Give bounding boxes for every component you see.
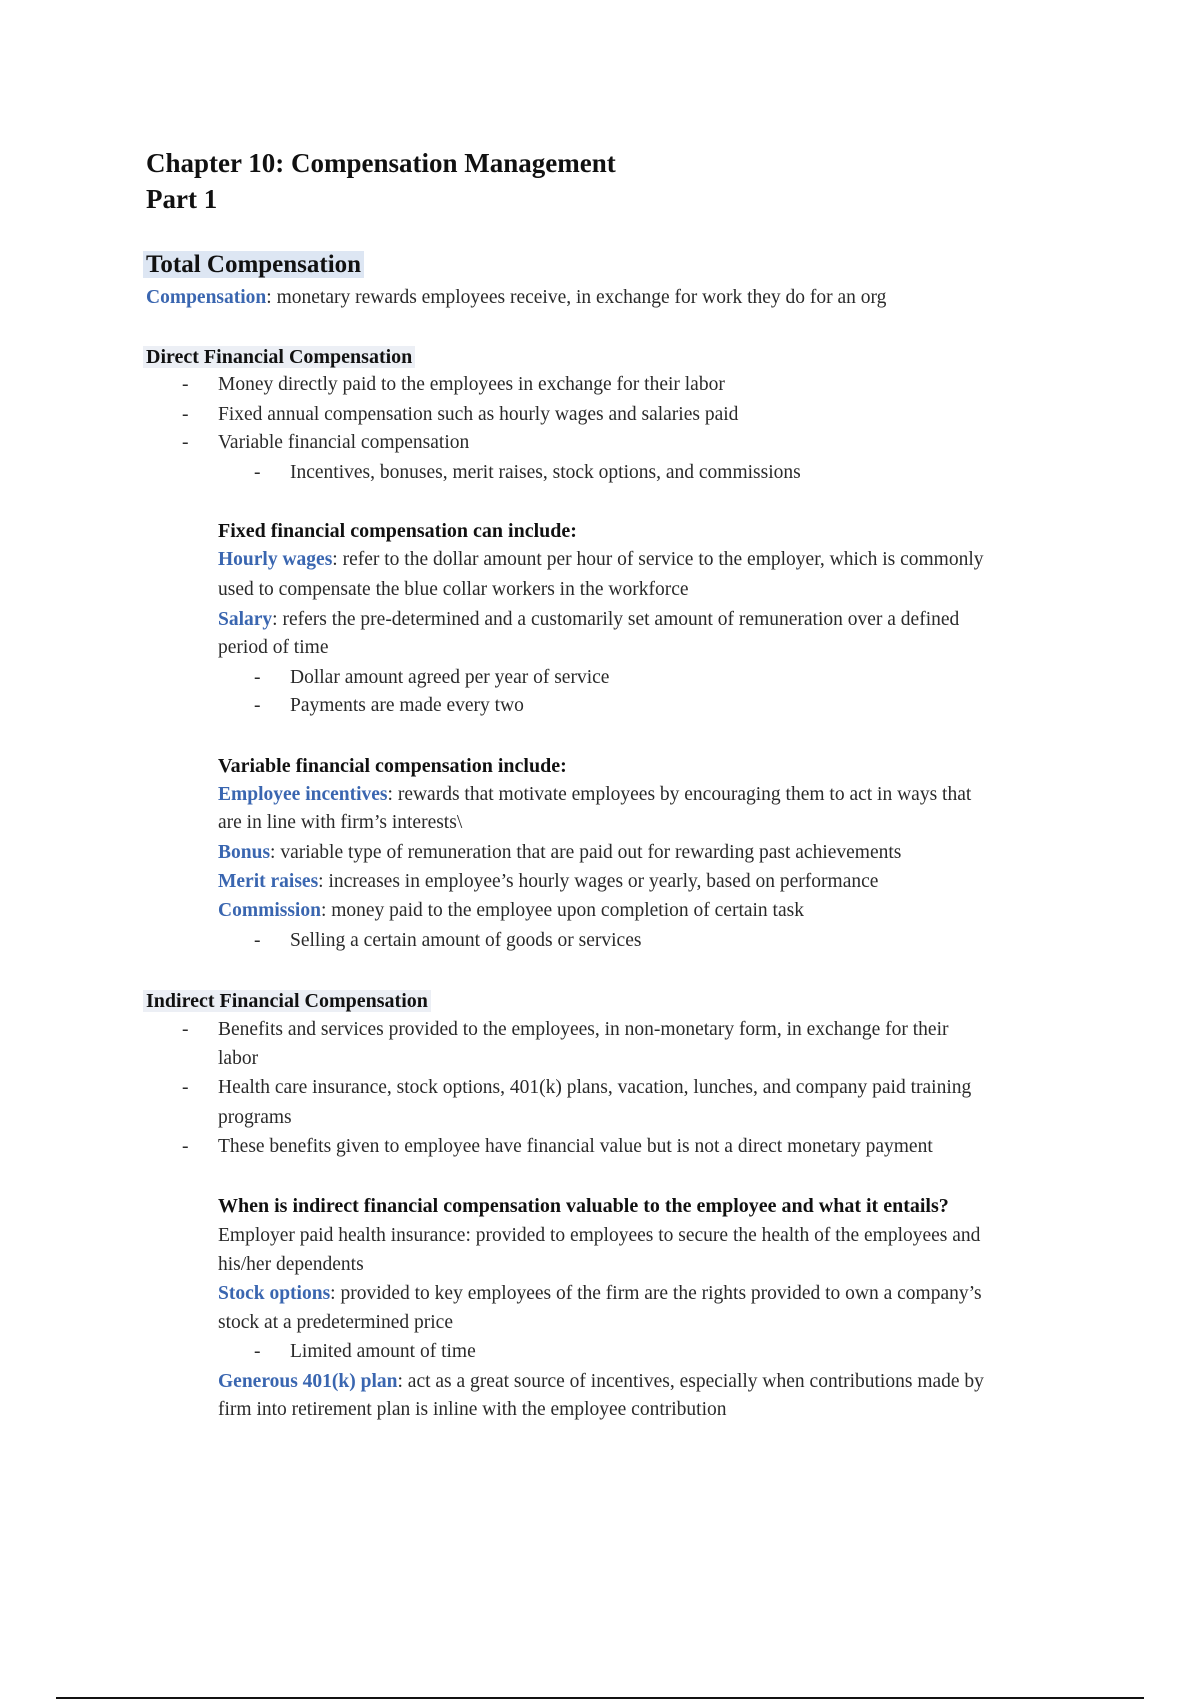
- stock-options-definition: [218, 1284, 982, 1304]
- list-item: Limited amount of time: [290, 1341, 476, 1362]
- definition-text: : rewards that motivate employees by encouraging them to act in ways that: [387, 784, 972, 805]
- term-hourly-wages: Hourly wages: [218, 549, 333, 570]
- employee-incentives-definition: [218, 785, 971, 805]
- heading-highlight: Indirect Financial Compensation: [143, 990, 431, 1012]
- definition-text: : provided to key employees of the firm are the rights provided to own a company’s: [330, 1283, 982, 1304]
- term-merit-raises: Merit raises: [218, 871, 319, 892]
- bullet-dash: -: [254, 695, 261, 716]
- definition-text: : refers the pre-determined and a customarily set amount of remuneration over a defined: [272, 609, 960, 630]
- list-item: Payments are made every two: [290, 695, 524, 716]
- bullet-dash: -: [182, 374, 189, 395]
- employee-incentives-definition-cont: are in line with firm’s interests\: [218, 812, 463, 833]
- bullet-dash: -: [254, 930, 261, 951]
- fixed-compensation-heading: Fixed financial compensation can include:: [218, 520, 577, 542]
- heading-highlight: Total Compensation: [143, 251, 364, 278]
- definition-text: : refer to the dollar amount per hour of service to the employer, which is commonly: [332, 549, 984, 570]
- 401k-plan-definition-cont: firm into retirement plan is inline with the employee contribution: [218, 1399, 727, 1420]
- term-stock-options: Stock options: [218, 1283, 331, 1304]
- health-insurance-definition: Employer paid health insurance: provided to employees to secure the health of the employees and: [218, 1225, 981, 1246]
- term-commission: Commission: [218, 900, 321, 921]
- bullet-dash: -: [182, 1019, 189, 1040]
- hourly-wages-definition-cont: used to compensate the blue collar workers in the workforce: [218, 579, 689, 600]
- indirect-question-heading: When is indirect financial compensation valuable to the employee and what it entails?: [218, 1195, 949, 1217]
- list-item: Selling a certain amount of goods or services: [290, 930, 642, 951]
- 401k-plan-definition: [218, 1372, 984, 1392]
- indirect-financial-heading: [146, 991, 431, 1011]
- term-salary: Salary: [218, 609, 273, 630]
- list-item: Variable financial compensation: [218, 432, 470, 453]
- bullet-dash: -: [182, 1136, 189, 1157]
- part-title: Part 1: [146, 184, 218, 214]
- bottom-rule: [56, 1697, 1144, 1699]
- list-item: These benefits given to employee have financial value but is not a direct monetary payment: [218, 1136, 933, 1157]
- commission-definition: [218, 901, 804, 921]
- direct-financial-heading: [146, 347, 415, 367]
- list-item: Benefits and services provided to the employees, in non-monetary form, in exchange for their: [218, 1019, 949, 1040]
- stock-options-definition-cont: stock at a predetermined price: [218, 1312, 453, 1333]
- definition-text: : act as a great source of incentives, especially when contributions made by: [397, 1371, 984, 1392]
- term-compensation: Compensation: [146, 287, 267, 308]
- list-item: Dollar amount agreed per year of service: [290, 667, 610, 688]
- variable-compensation-heading: Variable financial compensation include:: [218, 755, 567, 777]
- hourly-wages-definition: [218, 550, 984, 570]
- list-item: Money directly paid to the employees in exchange for their labor: [218, 374, 725, 395]
- bullet-dash: -: [182, 404, 189, 425]
- bullet-dash: -: [254, 462, 261, 483]
- total-compensation-heading: [146, 252, 364, 277]
- bullet-dash: -: [182, 432, 189, 453]
- health-insurance-definition-cont: his/her dependents: [218, 1254, 364, 1275]
- salary-definition: [218, 610, 959, 630]
- heading-highlight: Direct Financial Compensation: [143, 346, 415, 368]
- list-item-cont: labor: [218, 1048, 259, 1069]
- term-401k-plan: Generous 401(k) plan: [218, 1371, 398, 1392]
- bullet-dash: -: [254, 667, 261, 688]
- chapter-title: Chapter 10: Compensation Management: [146, 148, 616, 178]
- list-item: Incentives, bonuses, merit raises, stock options, and commissions: [290, 462, 801, 483]
- definition-text: : increases in employee’s hourly wages or yearly, based on performance: [318, 871, 879, 892]
- compensation-definition: [146, 288, 886, 308]
- list-item-cont: programs: [218, 1107, 292, 1128]
- salary-definition-cont: period of time: [218, 637, 329, 658]
- definition-text: : variable type of remuneration that are paid out for rewarding past achievements: [270, 842, 902, 863]
- term-bonus: Bonus: [218, 842, 271, 863]
- definition-text: : monetary rewards employees receive, in exchange for work they do for an org: [266, 287, 887, 308]
- term-employee-incentives: Employee incentives: [218, 784, 388, 805]
- bullet-dash: -: [182, 1077, 189, 1098]
- definition-text: : money paid to the employee upon completion of certain task: [320, 900, 804, 921]
- bullet-dash: -: [254, 1341, 261, 1362]
- list-item: Fixed annual compensation such as hourly wages and salaries paid: [218, 404, 739, 425]
- bonus-definition: [218, 843, 901, 863]
- merit-raises-definition: [218, 872, 878, 892]
- list-item: Health care insurance, stock options, 401(k) plans, vacation, lunches, and company paid training: [218, 1077, 972, 1098]
